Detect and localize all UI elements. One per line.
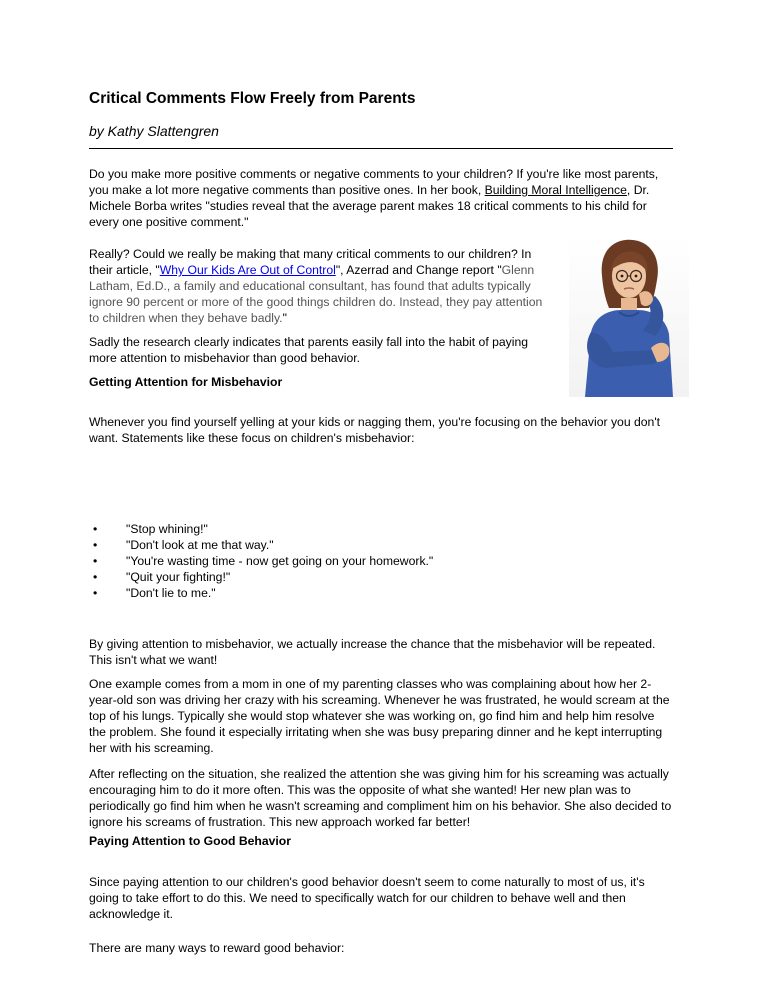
- heading-misbehavior: Getting Attention for Misbehavior: [89, 375, 283, 389]
- woman-illustration: [569, 236, 689, 397]
- paragraph-increase-chance: By giving attention to misbehavior, we actually increase the chance that the misbehavior will be repeated. This isn't what we want!: [89, 637, 656, 667]
- paragraph-reflection: After reflecting on the situation, she realized the attention she was giving him for his screaming was actually encouraging him to do it more often. This was the opposite of what she wanted! Her new plan was to periodically go find him when he wasn't screaming and compliment him on his behavior. She also decided to ignore his screams of frustration. This new approach worked far better!: [89, 767, 672, 829]
- bullet-icon: •: [93, 538, 98, 552]
- quote-close: ": [282, 311, 287, 325]
- woman-photo: [569, 236, 689, 397]
- article-byline: by Kathy Slattengren: [89, 123, 219, 139]
- list-item-text: "Quit your fighting!": [126, 570, 231, 584]
- paragraph-effort: Since paying attention to our children's good behavior doesn't seem to come naturally to most of us, it's going to take effort to do this. We need to specifically watch for our children to behave well and then acknowledge it.: [89, 875, 645, 921]
- list-item: [89, 521, 589, 537]
- list-item-text: "Stop whining!": [126, 522, 208, 536]
- list-item: [89, 537, 589, 553]
- bullet-icon: •: [93, 570, 98, 584]
- bullet-icon: •: [93, 522, 98, 536]
- paragraph-yelling: Whenever you find yourself yelling at your kids or nagging them, you're focusing on the behavior you don't want. Statements like these focus on children's misbehavior:: [89, 415, 661, 445]
- list-item-text: "Don't look at me that way.": [126, 538, 274, 552]
- intro-text-end: , Dr. Michele Borba writes "studies reveal that the average parent makes 18 critical comments to his child for every one positive comment.": [89, 183, 650, 229]
- paragraph-intro: [89, 166, 673, 230]
- article-title: Critical Comments Flow Freely from Parents: [89, 90, 416, 107]
- quote-lead: Really? Could we really be making that many critical comments to our children? In their article, ": [89, 247, 532, 277]
- misbehavior-statements-list: [89, 521, 589, 601]
- list-item: [89, 585, 589, 601]
- paragraph-example: One example comes from a mom in one of my parenting classes who was complaining about how her 2-year-old son was driving her crazy with his screaming. Whenever he was frustrated, he would scream at the top of his lungs. Typically she would stop whatever she was working on, go find him and help him resolve the problem. She found it especially irritating when she was busy preparing dinner and he kept interrupting her with his screaming.: [89, 677, 670, 755]
- quote-attribution: ", Azerrad and Change report ": [335, 263, 502, 277]
- title-divider: [89, 148, 673, 149]
- list-item-text: "Don't lie to me.": [126, 586, 216, 600]
- bullet-icon: •: [93, 586, 98, 600]
- intro-text: Do you make more positive comments or negative comments to your children? If you're like most parents, you make a lot more negative comments than positive ones. In her book,: [89, 167, 659, 197]
- list-item-text: "You're wasting time - now get going on your homework.": [126, 554, 434, 568]
- heading-good-behavior: Paying Attention to Good Behavior: [89, 834, 291, 848]
- paragraph-research: Sadly the research clearly indicates that parents easily fall into the habit of paying more attention to misbehavior than good behavior.: [89, 335, 528, 365]
- paragraph-article-quote: [89, 246, 547, 326]
- paragraph-ways: There are many ways to reward good behavior:: [89, 941, 345, 955]
- list-item: [89, 569, 589, 585]
- quoted-text: Glenn Latham, Ed.D., a family and educational consultant, has found that adults typically ignore 90 percent or more of the good things children do. Instead, they pay attention to children when they behave badly.: [89, 263, 543, 325]
- list-item: [89, 553, 589, 569]
- bullet-icon: •: [93, 554, 98, 568]
- article-link[interactable]: Why Our Kids Are Out of Control: [159, 263, 336, 277]
- book-title: Building Moral Intelligence: [484, 183, 627, 197]
